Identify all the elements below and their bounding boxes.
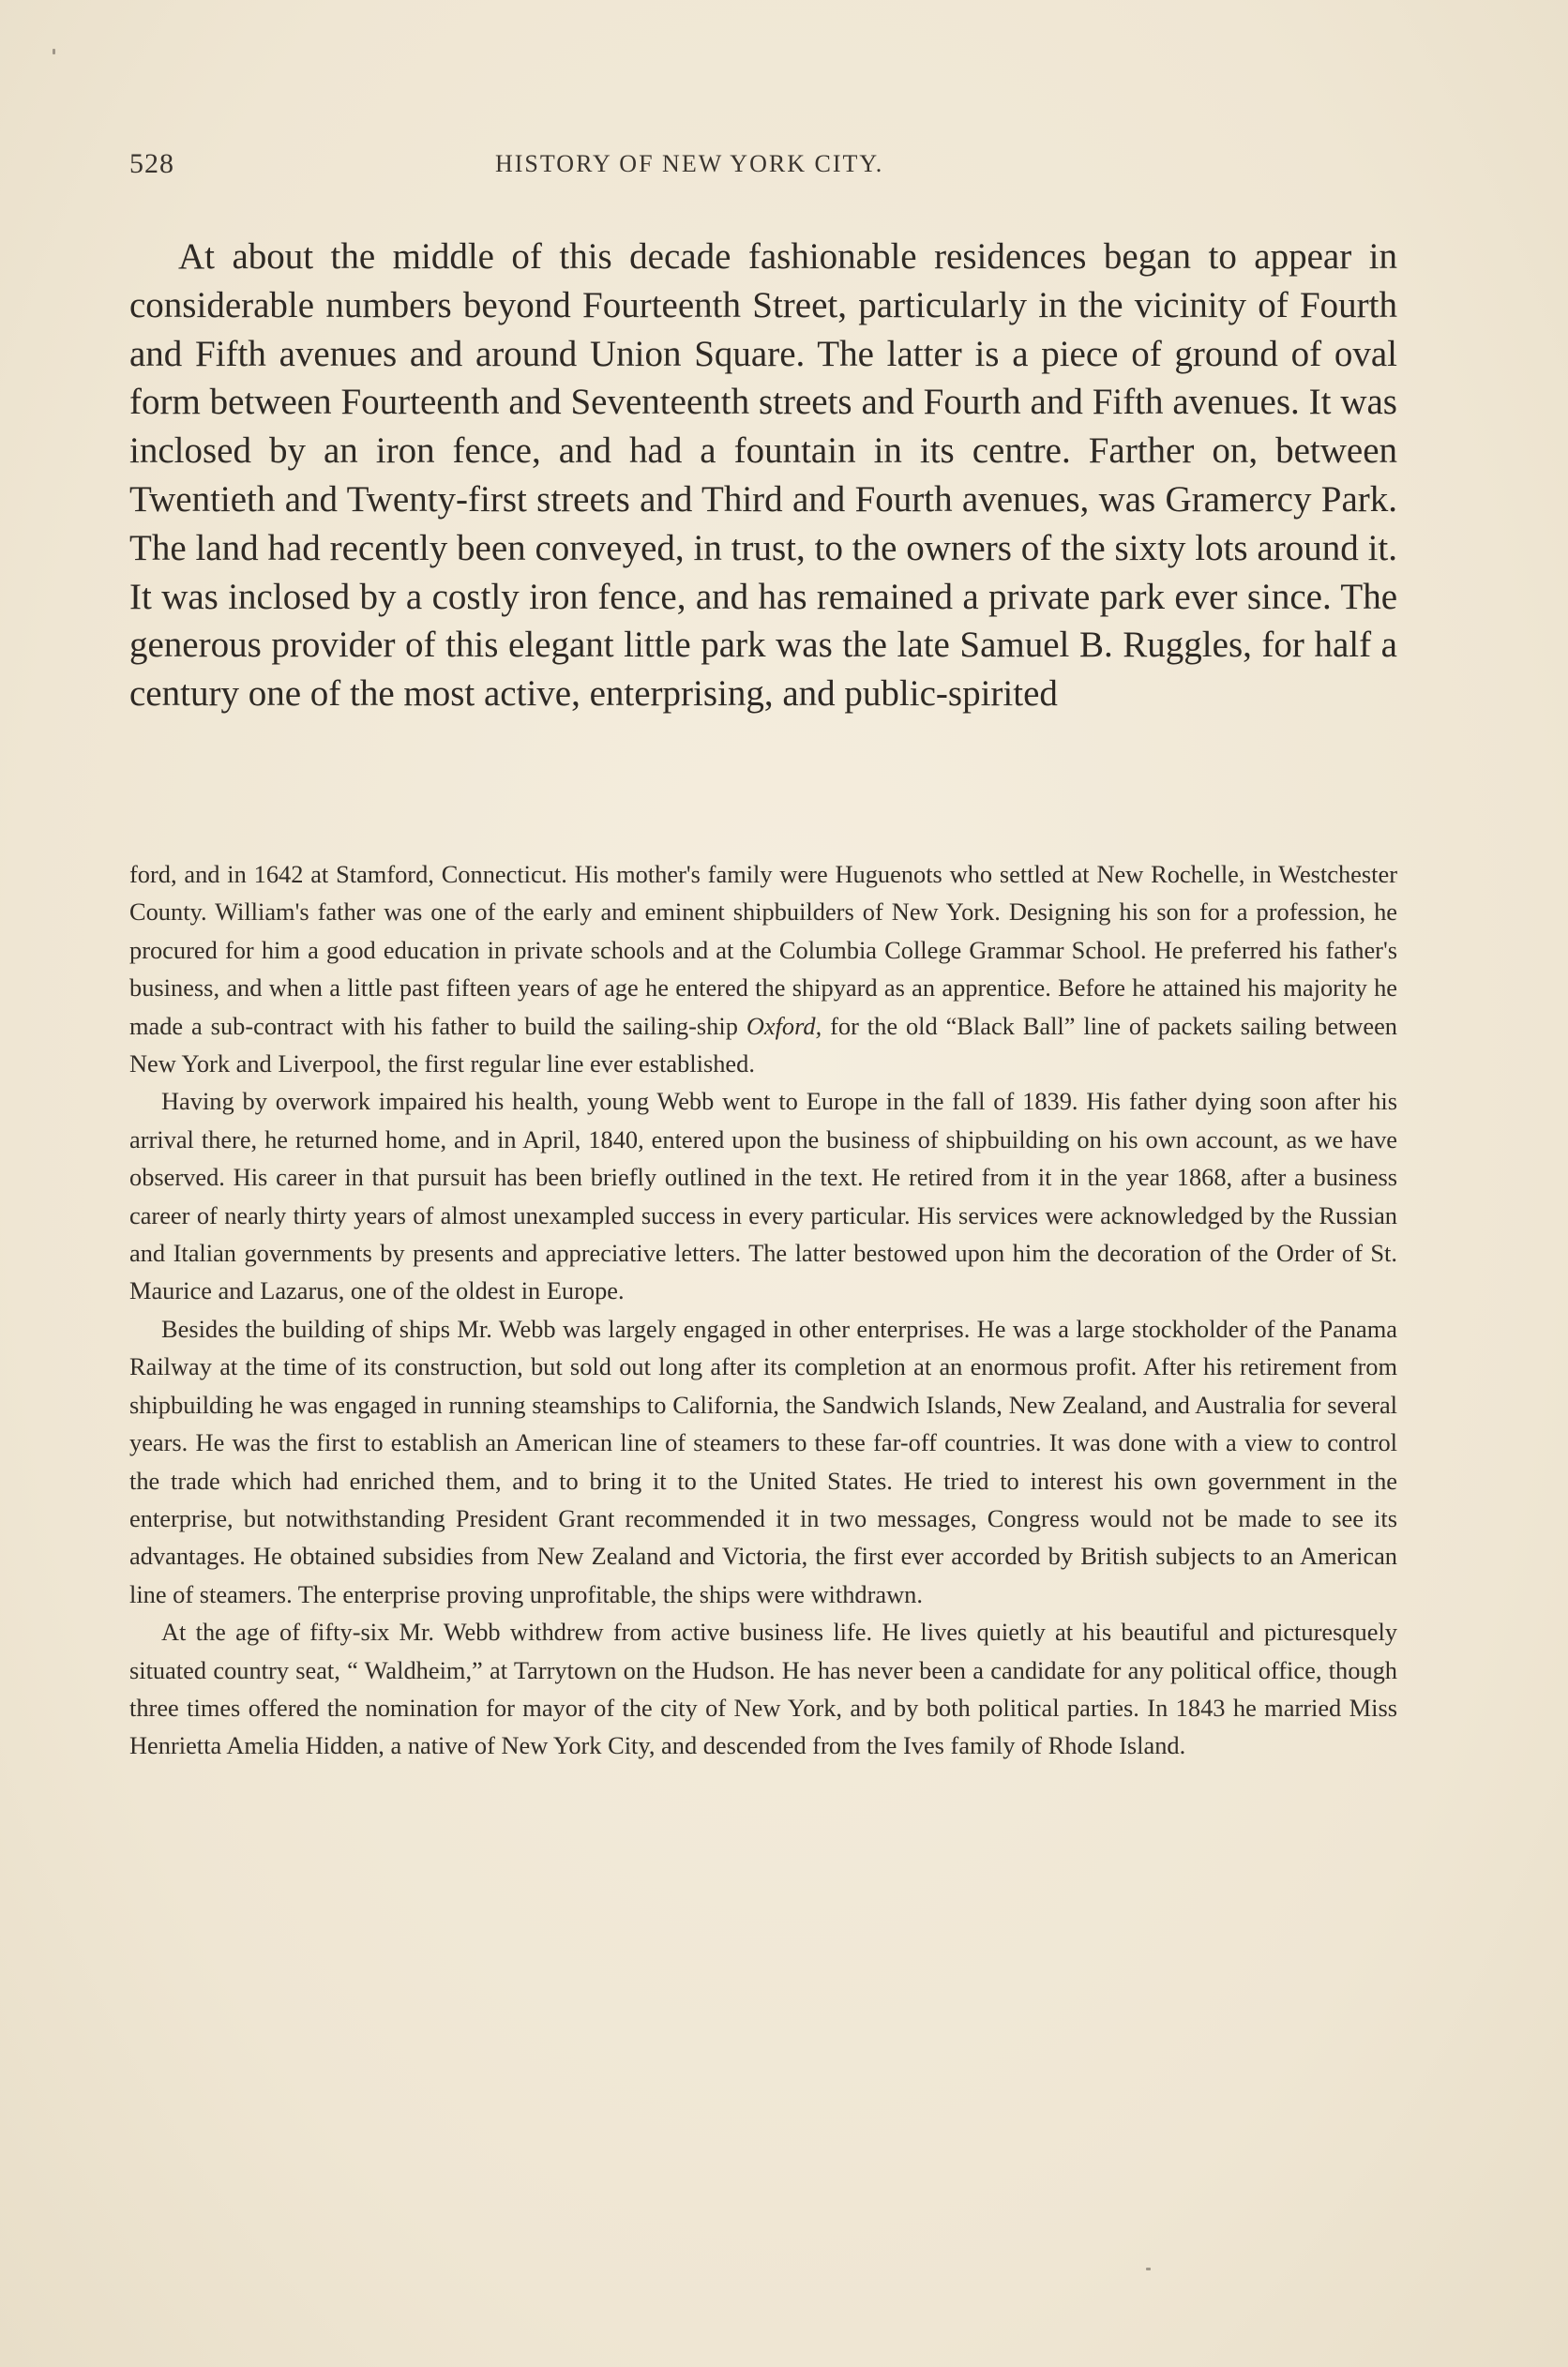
page-header [129, 148, 1386, 189]
page-speck-bottom [1146, 2268, 1151, 2270]
footnote-paragraph-1 [129, 855, 1397, 1082]
footnote-paragraph-2: Having by overwork impaired his health, young Webb went to Europe in the fall of 1839. His father dying soon after his arrival there, he returned home, and in April, 1840, entered upon the business of shipbuilding on his own account, as we have observed. His career in that pursuit has been briefly outlined in the text. He retired from it in the year 1868, after a business career of nearly thirty years of almost unexampled success in every particular. His services were acknowledged by the Russian and Italian governments by presents and appreciative letters. The latter bestowed upon him the decoration of the Order of St. Maurice and Lazarus, one of the oldest in Europe. [129, 1087, 1397, 1305]
ship-name-italic: Oxford, [746, 1011, 822, 1040]
page-number: 528 [129, 148, 174, 179]
running-title: HISTORY OF NEW YORK CITY. [495, 150, 884, 177]
footnote-paragraph-3: Besides the building of ships Mr. Webb was largely engaged in other enterprises. He was a large stockholder of the Panama Railway at the time of its construction, but sold out long after its completion at an enormous profit. After his retirement from shipbuilding he was engaged in running steamships to California, the Sandwich Islands, New Zealand, and Australia for several years. He was the first to establish an American line of steamers to these far-off countries. It was done with a view to control the trade which had enriched them, and to bring it to the United States. He tried to interest his own government in the enterprise, but notwithstanding President Grant recommended it in two messages, Congress would not be made to see its advantages. He obtained subsidies from New Zealand and Victoria, the first ever accorded by British subjects to an American line of steamers. The enterprise proving unprofitable, the ships were withdrawn. [129, 1314, 1397, 1608]
footnote-block [129, 855, 1397, 1765]
main-paragraph: At about the middle of this decade fashionable residences began to appear in considerable numbers beyond Fourteenth Street, particularly in the vicinity of Fourth and Fifth avenues and around Union Square. The latter is a piece of ground of oval form between Fourteenth and Seventeenth streets and Fourth and Fifth avenues. It was inclosed by an iron fence, and had a fountain in its centre. Farther on, between Twentieth and Twenty-first streets and Third and Fourth avenues, was Gramercy Park. The land had recently been conveyed, in trust, to the owners of the sixty lots around it. It was inclosed by a costly iron fence, and has remained a private park ever since. The generous provider of this elegant little park was the late Samuel B. Ruggles, for half a century one of the most active, enterprising, and public-spirited [129, 236, 1397, 715]
page-speck-top [53, 49, 55, 54]
footnote-p1-text-b: for the old “Black Ball” line of packets sailing between New York and Liverpool, the first regular line ever established. [129, 1011, 1397, 1078]
footnote-paragraph-4: At the age of fifty-six Mr. Webb withdrew from active business life. He lives quietly at his beautiful and picturesquely situated country seat, “ Waldheim,” at Tarrytown on the Hudson. He has never been a candidate for any political office, though three times offered the nomination for mayor of the city of New York, and by both political parties. In 1843 he married Miss Henrietta Amelia Hidden, a native of New York City, and descended from the Ives family of Rhode Island. [129, 1618, 1397, 1760]
footnote-p1-text-a: ford, and in 1642 at Stamford, Connecticut. His mother's family were Huguenots who settled at New Rochelle, in Westchester County. William's father was one of the early and eminent shipbuilders of New York. Designing his son for a profession, he procured for him a good education in private schools and at the Columbia College Grammar School. He preferred his father's business, and when a little past fifteen years of age he entered the shipyard as an apprentice. Before he attained his majority he made a sub-contract with his father to build the sailing-ship [129, 860, 1397, 1040]
